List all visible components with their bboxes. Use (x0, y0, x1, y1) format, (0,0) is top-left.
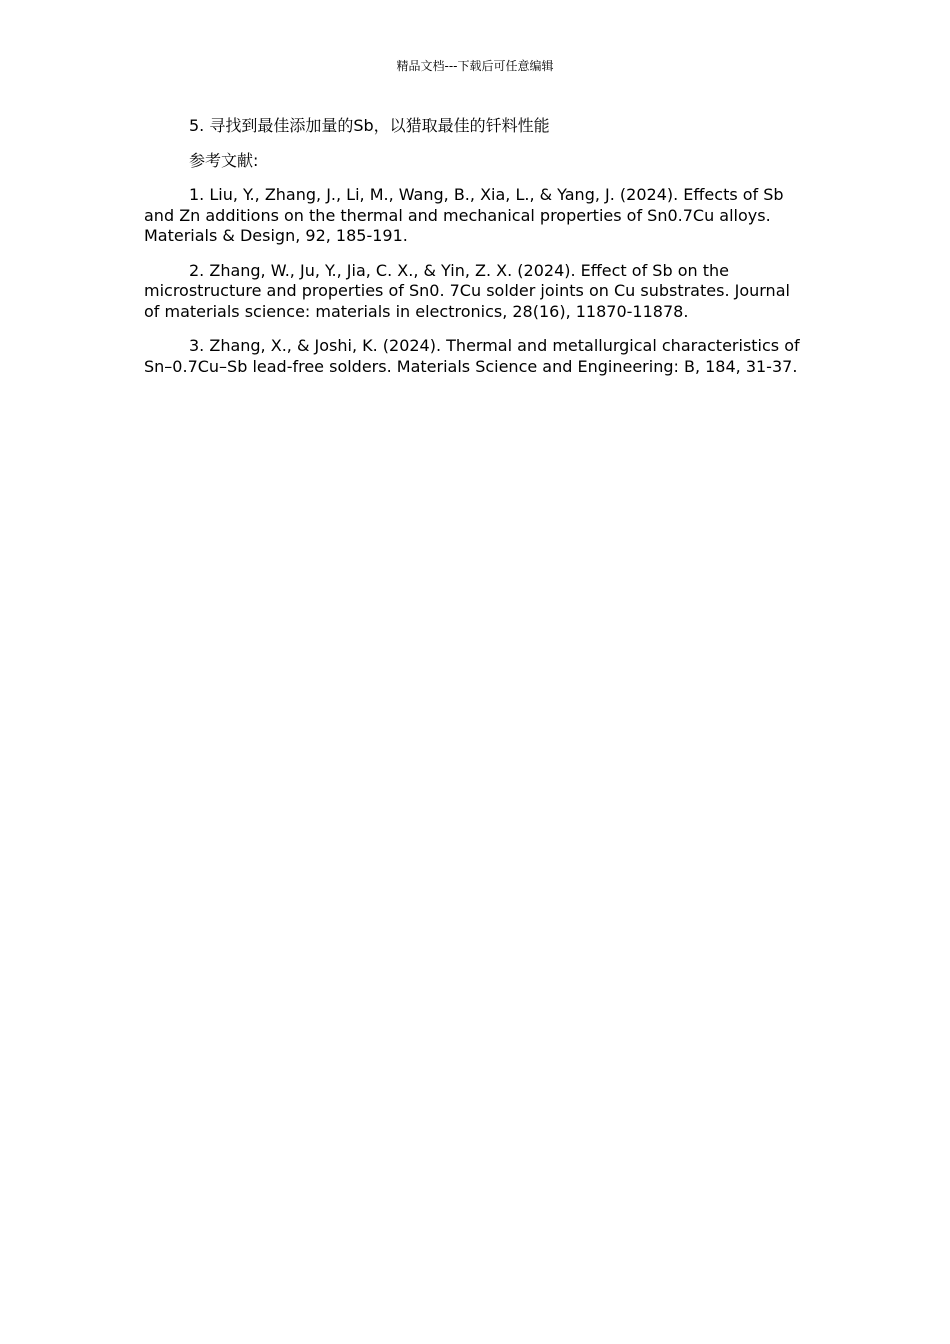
references-heading: 参考文献: (189, 150, 259, 170)
document-body (144, 116, 804, 391)
list-item-5: 5. 寻找到最佳添加量的Sb，以猎取最佳的钎料性能 (189, 116, 550, 135)
reference-item-2: 2. Zhang, W., Ju, Y., Jia, C. X., & Yin, Z. X. (2024). Effect of Sb on the microstructure and properties of Sn0. 7Cu solder joints on Cu substrates. Journal of materials science: materials in electronics, 28(16), 11870-11878. (144, 260, 790, 321)
reference-item-3: 3. Zhang, X., & Joshi, K. (2024). Thermal and metallurgical characteristics of Sn–0.7Cu–Sb lead-free solders. Materials Science and Engineering: B, 184, 31-37. (144, 336, 800, 376)
reference-item-1: 1. Liu, Y., Zhang, J., Li, M., Wang, B., Xia, L., & Yang, J. (2024). Effects of Sb and Zn additions on the thermal and mechanical properties of Sn0.7Cu alloys. Materials & Design, 92, 185-191. (144, 185, 784, 245)
page-header: 精品文档---下载后可任意编辑 (396, 59, 554, 73)
